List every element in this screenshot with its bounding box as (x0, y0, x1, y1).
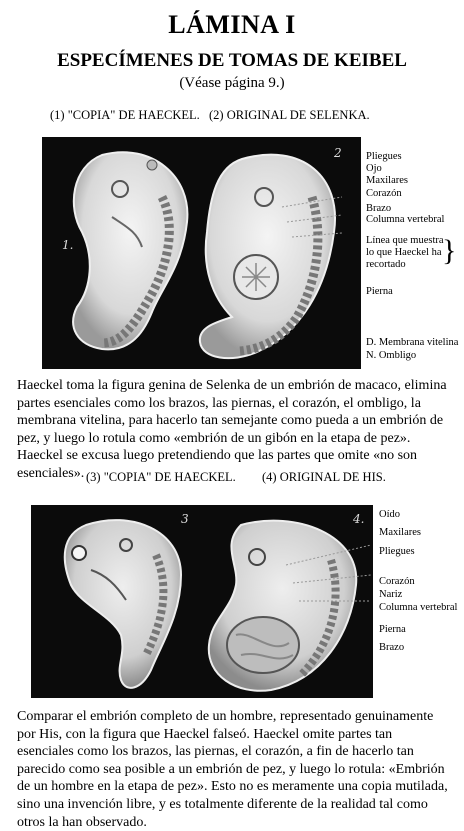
paragraph-2: Comparar el embrión completo de un hombre, representado genuinamente por His, con la figura que Haeckel falseó. Haeckel omite partes tan esenciales como los brazos, las piernas, el corazón, a fin de hacerlo tan parecido como sea posible a un embrión de pez, y luego lo rotula: «Embrión de un hombre en la etapa de pez». Esto no es meramente una copia mutilada, sino una invención libre, y es totalmente diferente de la realidad tal como otros la han observado. (17, 709, 448, 830)
label-pliegues: Pliegues (366, 151, 402, 162)
label-columna-vertebral: Columna vertebral (366, 214, 445, 225)
plate-2-embryo-drawing (31, 505, 373, 698)
label-maxilares: Maxilares (366, 175, 408, 186)
label-pliegues-2: Pliegues (379, 546, 415, 557)
label-brazo: Brazo (366, 203, 392, 214)
label-brazo-2: Brazo (379, 642, 405, 653)
label-pierna: Pierna (366, 286, 393, 297)
label-ombligo: N. Ombligo (366, 350, 417, 361)
label-oido: Oído (379, 509, 400, 520)
label-columna-vertebral-2: Columna vertebral (379, 602, 458, 613)
brace-glyph: } (442, 234, 457, 267)
label-linea-recorte-2: lo que Haeckel ha (366, 247, 442, 258)
plate-1-embryo-image (42, 137, 361, 369)
page-subtitle: ESPECÍMENES DE TOMAS DE KEIBEL (57, 50, 407, 71)
figure-2-number: 2 (334, 146, 342, 160)
plate-2-embryo-image (31, 505, 373, 698)
label-maxilares-2: Maxilares (379, 527, 421, 538)
figure-1-caption: (1) "COPIA" DE HAECKEL. (50, 108, 200, 122)
label-pierna-2: Pierna (379, 624, 406, 635)
figure-2-caption: (2) ORIGINAL DE SELENKA. (209, 108, 370, 122)
figure-4-number: 4. (353, 512, 365, 526)
label-ojo: Ojo (366, 163, 382, 174)
label-membrana-vitelina: D. Membrana vitelina (366, 337, 459, 348)
page-title: LÁMINA I (168, 10, 296, 39)
label-corazon-2: Corazón (379, 576, 415, 587)
label-nariz: Nariz (379, 589, 403, 600)
label-corazon: Corazón (366, 188, 402, 199)
figure-1-number: 1. (62, 238, 74, 252)
page-reference-note: (Véase página 9.) (179, 75, 285, 91)
plate-1-embryo-drawing (42, 137, 361, 369)
figure-3-number: 3 (181, 512, 189, 526)
label-linea-recorte-1: Línea que muestra (366, 235, 444, 246)
figure-3-caption: (3) "COPIA" DE HAECKEL. (86, 470, 236, 484)
label-linea-recorte-3: recortado (366, 259, 406, 270)
paragraph-1: Haeckel toma la figura genina de Selenka de un embrión de macaco, elimina partes esenciales como los brazos, las piernas, el corazón, el ombligo, la membrana vitelina, para hacerlo tan semejante como pueda a un embrión de pez, y luego lo rotula como «embrión de un gibón en la etapa de pez». Haeckel se excusa luego pretendiendo que las partes que omite «no son esenciales». (17, 378, 447, 481)
figure-4-caption: (4) ORIGINAL DE HIS. (262, 470, 386, 484)
